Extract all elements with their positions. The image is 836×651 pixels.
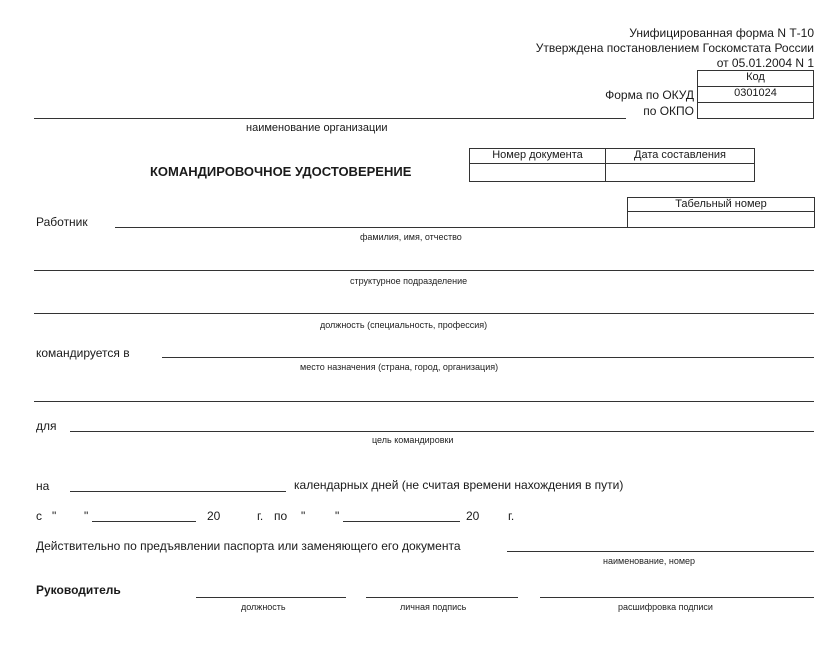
duration-label: на [36,479,50,493]
head-position-caption: должность [241,602,286,612]
form-approval-text: Утверждена постановлением Госкомстата России [535,41,814,55]
date-from-year-suffix: г. [257,509,264,523]
position-caption: должность (специальность, профессия) [320,320,488,330]
duration-days-line[interactable] [70,491,286,492]
doc-date-field[interactable] [605,163,755,182]
organization-caption: наименование организации [246,122,388,134]
date-from-year-prefix: 20 [207,509,221,523]
destination-line[interactable] [162,357,814,358]
document-title: КОМАНДИРОВОЧНОЕ УДОСТОВЕРЕНИЕ [150,164,412,179]
date-from-quote-open: " [52,509,57,523]
worker-name-line[interactable] [115,227,627,228]
doc-number-field[interactable] [469,163,606,182]
date-from-quote-close: " [84,509,89,523]
position-line[interactable] [34,313,814,314]
tabel-number-field[interactable] [627,211,815,228]
division-line[interactable] [34,270,814,271]
head-label: Руководитель [36,583,121,597]
okpo-label: по ОКПО [643,104,694,118]
head-decode-caption: расшифровка подписи [618,602,713,612]
form-approval-date: от 05.01.2004 N 1 [716,56,814,70]
purpose-caption: цель командировки [372,435,454,445]
passport-line[interactable] [507,551,814,552]
date-to-line[interactable] [343,521,460,522]
date-to-quote-close: " [335,509,340,523]
worker-label: Работник [36,215,88,229]
worker-caption: фамилия, имя, отчество [360,232,462,242]
organization-name-line[interactable] [34,118,626,119]
tabel-number-header: Табельный номер [627,197,815,212]
destination-caption: место назначения (страна, город, организация) [300,362,499,372]
validity-text: Действительно по предъявлении паспорта или заменяющего его документа [36,539,461,553]
okud-label: Форма по ОКУД [605,88,694,102]
duration-suffix: календарных дней (не считая времени нахождения в пути) [294,478,624,492]
division-caption: структурное подразделение [350,276,468,286]
destination-line-2[interactable] [34,401,814,402]
head-decode-line[interactable] [540,597,814,598]
kod-header: Код [697,70,814,87]
purpose-label: для [36,419,57,433]
date-from-line[interactable] [92,521,196,522]
destination-label: командируется в [36,346,130,360]
purpose-line[interactable] [70,431,814,432]
date-to-label: по [274,509,288,523]
date-to-quote-open: " [301,509,306,523]
doc-date-header: Дата составления [605,148,755,164]
head-position-line[interactable] [196,597,346,598]
doc-number-header: Номер документа [469,148,606,164]
date-from-label: с [36,509,42,523]
okpo-code-field[interactable] [697,102,814,119]
head-signature-line[interactable] [366,597,518,598]
head-signature-caption: личная подпись [400,602,467,612]
date-to-year-prefix: 20 [466,509,480,523]
okud-code-field[interactable]: 0301024 [697,86,814,103]
form-code-title: Унифицированная форма N Т-10 [629,26,814,40]
passport-caption: наименование, номер [603,556,696,566]
date-to-year-suffix: г. [508,509,515,523]
